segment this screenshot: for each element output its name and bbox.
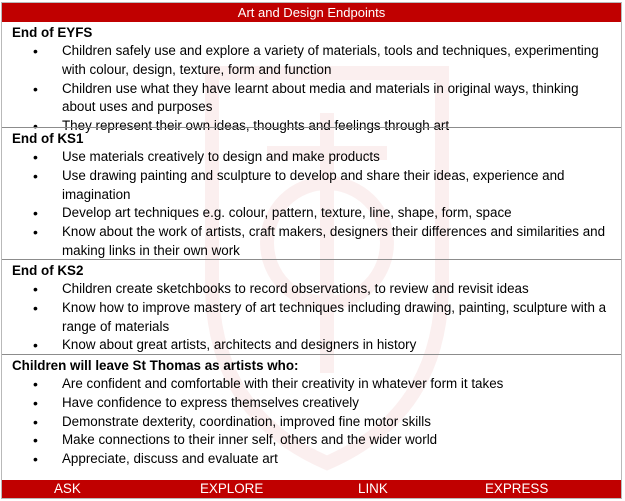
footer-bar (2, 480, 621, 498)
footer-ask: ASK (54, 481, 81, 496)
list-item: • They represent their own ideas, thoughts and feelings through art (12, 117, 615, 136)
list-item: • Know how to improve mastery of art techniques including drawing, painting, sculpture with a range of materials (12, 299, 615, 337)
list-item: • Appreciate, discuss and evaluate art (12, 450, 615, 469)
list-item: • Demonstrate dexterity, coordination, improved fine motor skills (12, 413, 615, 432)
document-title: Art and Design Endpoints (2, 3, 621, 22)
list-item: • Children create sketchbooks to record observations, to review and revisit ideas (12, 280, 615, 299)
section-eyfs (2, 22, 621, 134)
list-item: • Use drawing painting and sculpture to develop and share their ideas, experience and imagination (12, 167, 615, 205)
list-item: • Develop art techniques e.g. colour, pattern, texture, line, shape, form, space (12, 204, 615, 223)
list-item: • Know about the work of artists, craft makers, designers their differences and similarities and making links in their own work (12, 223, 615, 261)
list-item: • Use materials creatively to design and make products (12, 148, 615, 167)
section-ks2 (2, 259, 621, 354)
footer-explore: EXPLORE (200, 481, 264, 496)
list-item: • Make connections to their inner self, others and the wider world (12, 431, 615, 450)
section-heading: End of KS1 (12, 131, 84, 146)
section-heading: End of KS2 (12, 263, 84, 278)
section-ks1 (2, 127, 621, 259)
list-item: • Have confidence to express themselves creatively (12, 394, 615, 413)
list-item: • Know about great artists, architects and designers in history (12, 336, 615, 355)
list-item: • Children safely use and explore a variety of materials, tools and techniques, experimenting with colour, design, texture, form and function (12, 42, 615, 80)
footer-link: LINK (358, 481, 388, 496)
list-item: • Children use what they have learnt about media and materials in original ways, thinking about uses and purposes (12, 80, 615, 118)
section-heading: End of EYFS (12, 25, 93, 40)
list-item: • Are confident and comfortable with their creativity in whatever form it takes (12, 375, 615, 394)
endpoint-sections (2, 22, 621, 472)
section-heading: Children will leave St Thomas as artists who: (12, 358, 299, 373)
endpoints-document (1, 2, 622, 499)
footer-express: EXPRESS (485, 481, 549, 496)
section-leavers (2, 354, 621, 472)
